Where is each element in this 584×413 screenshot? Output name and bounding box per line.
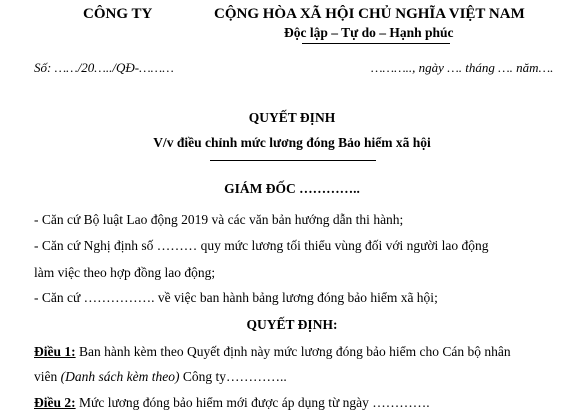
decision-heading: QUYẾT ĐỊNH: (246, 317, 338, 332)
article-2-label: Điều 2: (34, 395, 76, 410)
article-1-continued (34, 369, 287, 385)
article-1-cont-post: Công ty………….. (179, 369, 287, 384)
legal-basis-3: - Căn cứ ……………. về việc ban hành bảng lương đóng bảo hiểm xã hội; (34, 290, 438, 305)
company-name: CÔNG TY (83, 6, 153, 22)
article-1 (34, 344, 511, 360)
article-1-label: Điều 1: (34, 344, 76, 359)
motto-underline (302, 43, 450, 44)
legal-basis-1: - Căn cứ Bộ luật Lao động 2019 và các văn bản hướng dẫn thi hành; (34, 212, 404, 227)
issuer-heading: GIÁM ĐỐC ………….. (224, 181, 360, 196)
legal-basis-2-continued: làm việc theo hợp đồng lao động; (34, 265, 216, 280)
nation-title: CỘNG HÒA XÃ HỘI CHỦ NGHĨA VIỆT NAM (214, 6, 525, 22)
document-title: QUYẾT ĐỊNH (248, 110, 336, 125)
national-motto: Độc lập – Tự do – Hạnh phúc (284, 25, 454, 40)
article-2-text: Mức lương đóng bảo hiểm mới được áp dụng từ ngày …………. (75, 395, 430, 410)
article-1-cont-pre: viên (34, 369, 61, 384)
document-subject: V/v điều chỉnh mức lương đóng Bảo hiểm xã hội (153, 135, 431, 150)
date-line: ……….., ngày …. tháng …. năm…. (371, 60, 554, 75)
article-2 (34, 395, 430, 411)
document-number: Số: ……/20…../QĐ-……… (34, 60, 174, 75)
legal-basis-2: - Căn cứ Nghị định số ……… quy mức lương tối thiểu vùng đối với người lao động (34, 238, 489, 253)
article-1-cont-italic: (Danh sách kèm theo) (60, 369, 180, 384)
subject-underline (210, 160, 376, 161)
article-1-text: Ban hành kèm theo Quyết định này mức lương đóng bảo hiểm cho Cán bộ nhân (75, 344, 511, 359)
